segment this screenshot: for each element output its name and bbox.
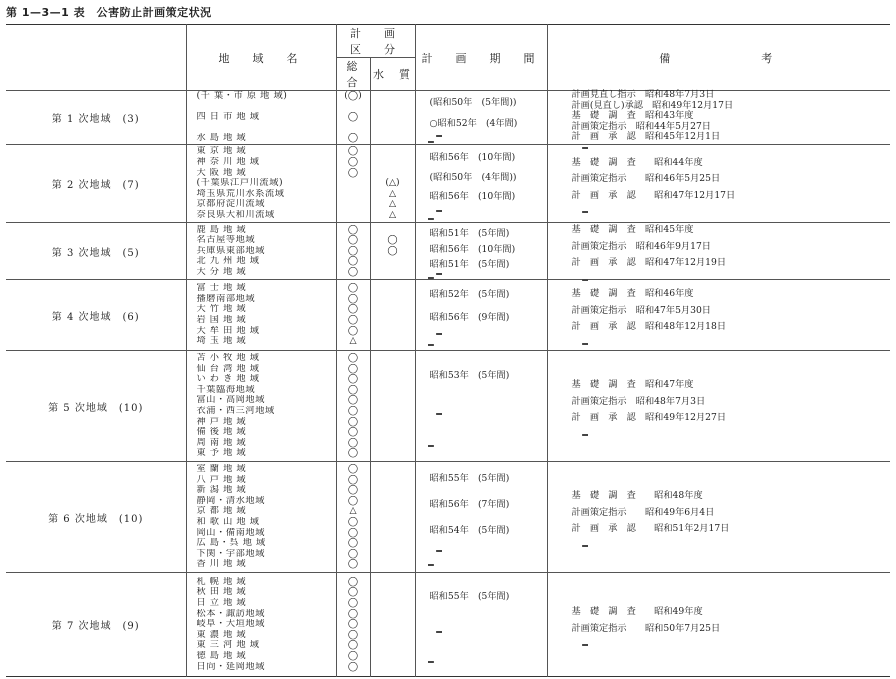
period-line: 昭和56年 (10年間) — [429, 191, 516, 203]
area-name-line: 東 濃 地 域 — [196, 629, 247, 640]
water-mark-line — [371, 364, 415, 375]
water-mark-line — [371, 496, 415, 507]
area-name-line: 衣浦・西三河地域 — [196, 406, 275, 416]
area-name-line: 秋 田 地 域 — [196, 587, 247, 598]
water-mark-line — [371, 438, 415, 449]
total-mark-line: ◯ — [347, 448, 359, 459]
water-mark-line: ◯ — [387, 235, 398, 246]
total-mark-line: ◯ — [347, 112, 359, 123]
remarks — [547, 573, 890, 677]
water-mark-line — [371, 326, 415, 337]
remark-line: 基 礎 調 査 昭和45年度 — [571, 224, 694, 236]
total-mark-line: ◯ — [347, 363, 359, 374]
area-name-line: 日 立 地 域 — [196, 598, 247, 609]
total-mark-line: ◯ — [347, 133, 359, 144]
water-mark-line — [371, 336, 415, 347]
header-plan-class: 計 画 区 分 — [336, 25, 415, 58]
remark-line: 基 礎 調 査 昭和44年度 — [571, 156, 703, 168]
total-mark — [336, 462, 370, 573]
remarks — [547, 91, 890, 145]
remark-line: 計 画 承 認 昭和47年12月17日 — [571, 189, 736, 201]
bracket-left — [582, 434, 588, 436]
remark-line: 基 礎 調 査 昭和47年度 — [571, 379, 694, 391]
total-mark-line: ◯ — [347, 235, 359, 246]
remarks — [547, 462, 890, 573]
water-mark-line: △ — [388, 209, 397, 220]
remark-line: 計画(見直し)承認 昭和49年12月17日 — [571, 99, 734, 111]
header-water: 水 質 — [370, 58, 415, 91]
region-row — [6, 573, 890, 677]
water-mark-line — [371, 374, 415, 385]
bracket-left — [436, 413, 442, 415]
bracket-left — [582, 644, 588, 646]
water-mark-line — [371, 485, 415, 496]
period-line: 昭和55年 (5年間) — [429, 472, 510, 484]
total-mark-line: ◯ — [347, 374, 359, 385]
remark-line: 計 画 承 認 昭和47年12月19日 — [571, 257, 727, 269]
total-mark-line: ◯ — [347, 527, 359, 538]
total-mark-line: ◯ — [347, 661, 359, 672]
area-name-line: 東 三 河 地 域 — [196, 640, 260, 651]
area-name — [186, 223, 336, 280]
area-name-line: 下関・宇部地域 — [196, 548, 266, 559]
water-mark — [370, 145, 415, 223]
area-name-line: 東 予 地 域 — [196, 448, 247, 459]
area-name-line: 埼玉県荒川水系流域 — [196, 188, 285, 199]
period-line: 昭和56年 (10年間) — [429, 152, 516, 164]
remarks — [547, 223, 890, 280]
total-mark-line: △ — [349, 506, 357, 517]
water-mark-line — [371, 417, 415, 428]
remark-line: 計画策定指示 昭和47年5月30日 — [571, 304, 711, 316]
water-mark-line — [371, 517, 415, 528]
water-mark-line — [371, 598, 415, 609]
total-mark-line: ◯ — [347, 608, 359, 619]
water-mark-line — [371, 315, 415, 326]
total-mark-line: ◯ — [347, 384, 359, 395]
area-name-line: い わ き 地 域 — [196, 374, 260, 385]
region-name: 第 4 次地域 (6) — [6, 280, 186, 351]
area-name-line: 兵庫県東部地域 — [196, 245, 266, 256]
total-mark-line: ◯ — [347, 406, 359, 416]
period-line: 昭和56年 (9年間) — [429, 311, 510, 323]
area-name-line: 岡山・備南地域 — [196, 527, 266, 538]
header-period: 計 画 期 間 — [415, 25, 547, 91]
water-mark-line — [371, 559, 415, 570]
total-mark-line — [337, 199, 370, 210]
header-remarks: 備 考 — [547, 25, 890, 91]
total-mark-line: ◯ — [347, 283, 359, 294]
total-mark-line: ◯ — [347, 650, 359, 661]
total-mark-line: ◯ — [347, 548, 359, 559]
area-name-line: 札 幌 地 域 — [196, 576, 247, 587]
total-mark-line: ◯ — [347, 485, 359, 496]
total-mark-line: ◯ — [347, 146, 359, 157]
period-line: 昭和51年 (5年間) — [429, 228, 510, 240]
water-mark-line — [371, 385, 415, 396]
bracket-left — [436, 333, 442, 335]
area-name — [186, 573, 336, 677]
region-name: 第 6 次地域 (10) — [6, 462, 186, 573]
region-row — [6, 145, 890, 223]
plan-period — [415, 351, 547, 462]
total-mark-line: ◯ — [347, 167, 359, 178]
bracket-left — [436, 210, 442, 212]
bracket-left — [436, 550, 442, 552]
remark-line: 計 画 承 認 昭和48年12月18日 — [571, 321, 727, 333]
water-mark-line — [371, 91, 415, 102]
total-mark-line: ◯ — [347, 304, 359, 315]
area-name-line: 大 阪 地 域 — [196, 167, 247, 178]
period-line: (昭和50年 (4年間)) — [429, 171, 517, 183]
region-name: 第 1 次地域 (3) — [6, 91, 186, 145]
water-mark-line — [371, 112, 415, 123]
period-line: 昭和52年 (5年間) — [429, 288, 510, 300]
bracket-right — [428, 141, 434, 143]
plan-period — [415, 91, 547, 145]
water-mark-line — [371, 283, 415, 294]
water-mark — [370, 351, 415, 462]
plan-status-table — [6, 24, 890, 677]
total-mark — [336, 280, 370, 351]
bracket-left — [582, 211, 588, 213]
remark-line: 計画策定指示 昭和46年5月25日 — [571, 173, 721, 185]
plan-period — [415, 223, 547, 280]
period-line: 昭和53年 (5年間) — [429, 370, 510, 382]
total-mark-line: ◯ — [347, 538, 359, 549]
area-name-line — [187, 123, 336, 134]
total-mark-line: ◯ — [347, 629, 359, 640]
area-name-line: 静岡・清水地域 — [196, 495, 266, 506]
header-total: 総 合 — [336, 58, 370, 91]
area-name-line: 水 島 地 域 — [196, 133, 247, 144]
period-line: 昭和51年 (5年間) — [429, 258, 510, 270]
bracket-right — [428, 218, 434, 220]
period-line: 昭和56年 (10年間) — [429, 243, 516, 255]
bracket-left — [436, 135, 442, 137]
area-name-line: 富山・高岡地域 — [196, 395, 266, 406]
area-name-line: 東 京 地 域 — [196, 146, 247, 157]
area-name — [186, 91, 336, 145]
total-mark-line: ◯ — [347, 640, 359, 651]
water-mark — [370, 223, 415, 280]
area-name-line: 香 川 地 域 — [196, 559, 247, 570]
area-name-line: 備 後 地 域 — [196, 427, 247, 438]
water-mark-line — [371, 640, 415, 651]
total-mark-line: ◯ — [347, 224, 359, 235]
area-name-line: 神 奈 川 地 域 — [196, 157, 260, 168]
bracket-right — [428, 661, 434, 663]
water-mark-line: ◯ — [387, 245, 398, 256]
bracket-left — [582, 545, 588, 547]
area-name-line: 千葉臨海地域 — [196, 384, 256, 395]
remark-line: 基 礎 調 査 昭和48年度 — [571, 490, 703, 502]
table-title: 第 1—3—1 表 公害防止計画策定状況 — [6, 6, 212, 19]
area-name-line: 大 分 地 域 — [196, 266, 247, 277]
water-mark-line — [371, 256, 415, 267]
water-mark-line — [371, 406, 415, 417]
area-name-line: 新 潟 地 域 — [196, 485, 247, 496]
area-name-line: 徳 島 地 域 — [196, 650, 247, 661]
region-name: 第 2 次地域 (7) — [6, 145, 186, 223]
water-mark-line — [371, 630, 415, 641]
bracket-left — [436, 273, 442, 275]
remark-line: 計 画 承 認 昭和45年12月1日 — [571, 131, 721, 143]
total-mark — [336, 145, 370, 223]
total-mark-line: (◯) — [344, 91, 362, 102]
total-mark-line: ◯ — [347, 256, 359, 267]
water-mark — [370, 462, 415, 573]
water-mark-line — [371, 448, 415, 459]
water-mark-line — [371, 427, 415, 438]
area-name-line: 日向・延岡地域 — [196, 661, 266, 672]
region-row — [6, 351, 890, 462]
remark-line: 計画見直し指示 昭和48年7月3日 — [571, 89, 715, 101]
remark-line: 計画策定指示 昭和44年5月27日 — [571, 120, 711, 132]
remarks — [547, 145, 890, 223]
remark-line: 計画策定指示 昭和50年7月25日 — [571, 622, 721, 634]
water-mark-line: △ — [388, 199, 397, 210]
period-line: 昭和56年 (7年間) — [429, 498, 510, 510]
total-mark-line: ◯ — [347, 353, 359, 364]
remarks — [547, 280, 890, 351]
water-mark-line — [371, 353, 415, 364]
area-name-line: 播磨南部地域 — [196, 293, 256, 304]
plan-period — [415, 462, 547, 573]
total-mark-line: ◯ — [347, 576, 359, 587]
remarks — [547, 351, 890, 462]
water-mark-line — [371, 294, 415, 305]
total-mark-line: ◯ — [347, 587, 359, 598]
total-mark-line: ◯ — [347, 157, 359, 168]
area-name-line: 岐阜・大垣地域 — [196, 619, 266, 630]
bracket-right — [428, 277, 434, 279]
area-name-line: 岩 国 地 域 — [196, 315, 247, 325]
water-mark-line: (△) — [385, 178, 400, 189]
area-name — [186, 462, 336, 573]
total-mark-line: ◯ — [347, 619, 359, 630]
area-name-line: 奈良県大和川流域 — [196, 209, 275, 220]
total-mark-line: △ — [349, 336, 357, 347]
area-name-line: 松本・諏訪地域 — [196, 608, 266, 619]
bracket-left — [582, 343, 588, 345]
total-mark-line: ◯ — [347, 474, 359, 485]
remark-line: 基 礎 調 査 昭和43年度 — [571, 110, 694, 122]
total-mark — [336, 223, 370, 280]
water-mark — [370, 573, 415, 677]
remark-line: 基 礎 調 査 昭和49年度 — [571, 605, 703, 617]
area-name-line: 四 日 市 地 域 — [196, 112, 260, 123]
remark-line: 計 画 承 認 昭和51年2月17日 — [571, 523, 730, 535]
area-name-line: 鹿 島 地 域 — [196, 224, 247, 235]
total-mark-line: ◯ — [347, 315, 359, 325]
area-name-line: 仙 台 湾 地 域 — [196, 363, 260, 374]
region-row — [6, 280, 890, 351]
water-mark-line — [371, 651, 415, 662]
region-name: 第 5 次地域 (10) — [6, 351, 186, 462]
total-mark-line — [337, 178, 370, 189]
total-mark-line: ◯ — [347, 293, 359, 304]
water-mark-line — [371, 662, 415, 673]
header-area: 地 域 名 — [186, 25, 336, 91]
water-mark-line — [371, 475, 415, 486]
water-mark-line — [371, 577, 415, 588]
region-row — [6, 462, 890, 573]
total-mark-line: ◯ — [347, 245, 359, 256]
period-line: ○昭和52年 (4年間) — [429, 118, 518, 130]
area-name-line: 京 都 地 域 — [196, 506, 247, 517]
water-mark-line — [371, 464, 415, 475]
area-name-line: 名古屋等地域 — [196, 235, 256, 246]
total-mark-line: ◯ — [347, 266, 359, 277]
region-name: 第 7 次地域 (9) — [6, 573, 186, 677]
total-mark-line: ◯ — [347, 395, 359, 406]
bracket-right — [428, 445, 434, 447]
total-mark-line: ◯ — [347, 427, 359, 438]
area-name-line: 和 歌 山 地 域 — [196, 517, 260, 527]
area-name-line: (千葉県江戸川流域) — [196, 178, 284, 189]
area-name-line: 大 牟 田 地 域 — [196, 325, 260, 336]
water-mark-line — [371, 304, 415, 315]
water-mark-line — [371, 267, 415, 278]
area-name-line — [187, 102, 336, 113]
water-mark-line — [371, 549, 415, 560]
area-name — [186, 145, 336, 223]
plan-period — [415, 573, 547, 677]
water-mark-line — [371, 146, 415, 157]
bracket-right — [428, 344, 434, 346]
total-mark-line: ◯ — [347, 416, 359, 427]
area-name-line: 苫 小 牧 地 域 — [196, 353, 260, 364]
water-mark-line — [371, 157, 415, 168]
area-name — [186, 280, 336, 351]
area-name-line: 周 南 地 域 — [196, 437, 247, 448]
total-mark-line: ◯ — [347, 517, 359, 527]
remark-line: 計 画 承 認 昭和49年12月27日 — [571, 412, 727, 424]
total-mark-line: ◯ — [347, 495, 359, 506]
total-mark-line: ◯ — [347, 464, 359, 475]
region-row — [6, 91, 890, 145]
total-mark — [336, 573, 370, 677]
remark-line: 計画策定指示 昭和49年6月4日 — [571, 506, 715, 518]
water-mark-line — [371, 395, 415, 406]
period-line: 昭和55年 (5年間) — [429, 591, 510, 603]
water-mark-line — [371, 102, 415, 113]
area-name-line: 京都府淀川流域 — [196, 199, 266, 210]
water-mark-line — [371, 225, 415, 236]
water-mark-line: △ — [388, 188, 397, 199]
plan-period — [415, 145, 547, 223]
water-mark-line — [371, 506, 415, 517]
total-mark-line: ◯ — [347, 598, 359, 609]
area-name-line: (千 葉・市 原 地 域) — [196, 91, 288, 102]
total-mark-line: ◯ — [347, 437, 359, 448]
area-name-line: 富 士 地 域 — [196, 283, 247, 294]
water-mark-line — [371, 619, 415, 630]
total-mark-line — [337, 102, 370, 113]
water-mark-line — [371, 538, 415, 549]
water-mark-line — [371, 168, 415, 179]
region-name: 第 3 次地域 (5) — [6, 223, 186, 280]
bracket-right — [428, 564, 434, 566]
total-mark-line — [337, 123, 370, 134]
area-name-line: 室 蘭 地 域 — [196, 464, 247, 475]
water-mark-line — [371, 609, 415, 620]
bracket-left — [436, 631, 442, 633]
area-name-line: 八 戸 地 域 — [196, 474, 247, 485]
area-name-line: 埼 玉 地 域 — [196, 336, 247, 347]
water-mark-line — [371, 587, 415, 598]
period-line: 昭和54年 (5年間) — [429, 524, 510, 536]
period-line: (昭和50年 (5年間)) — [429, 97, 517, 109]
total-mark-line: ◯ — [347, 559, 359, 570]
area-name-line: 大 竹 地 域 — [196, 304, 247, 315]
area-name-line: 北 九 州 地 域 — [196, 256, 260, 267]
water-mark-line — [371, 123, 415, 134]
total-mark — [336, 351, 370, 462]
total-mark — [336, 91, 370, 145]
total-mark-line: ◯ — [347, 325, 359, 336]
water-mark — [370, 91, 415, 145]
area-name — [186, 351, 336, 462]
remark-line: 計画策定指示 昭和48年7月3日 — [571, 395, 706, 407]
region-row — [6, 223, 890, 280]
area-name-line: 神 戸 地 域 — [196, 416, 247, 427]
remark-line: 基 礎 調 査 昭和46年度 — [571, 288, 694, 300]
area-name-line: 広 島・呉 地 域 — [196, 538, 266, 549]
water-mark — [370, 280, 415, 351]
total-mark-line — [337, 210, 370, 221]
remark-line: 計画策定指示 昭和46年9月17日 — [571, 240, 711, 252]
total-mark-line — [337, 189, 370, 200]
plan-period — [415, 280, 547, 351]
water-mark-line — [371, 528, 415, 539]
water-mark-line — [371, 133, 415, 144]
